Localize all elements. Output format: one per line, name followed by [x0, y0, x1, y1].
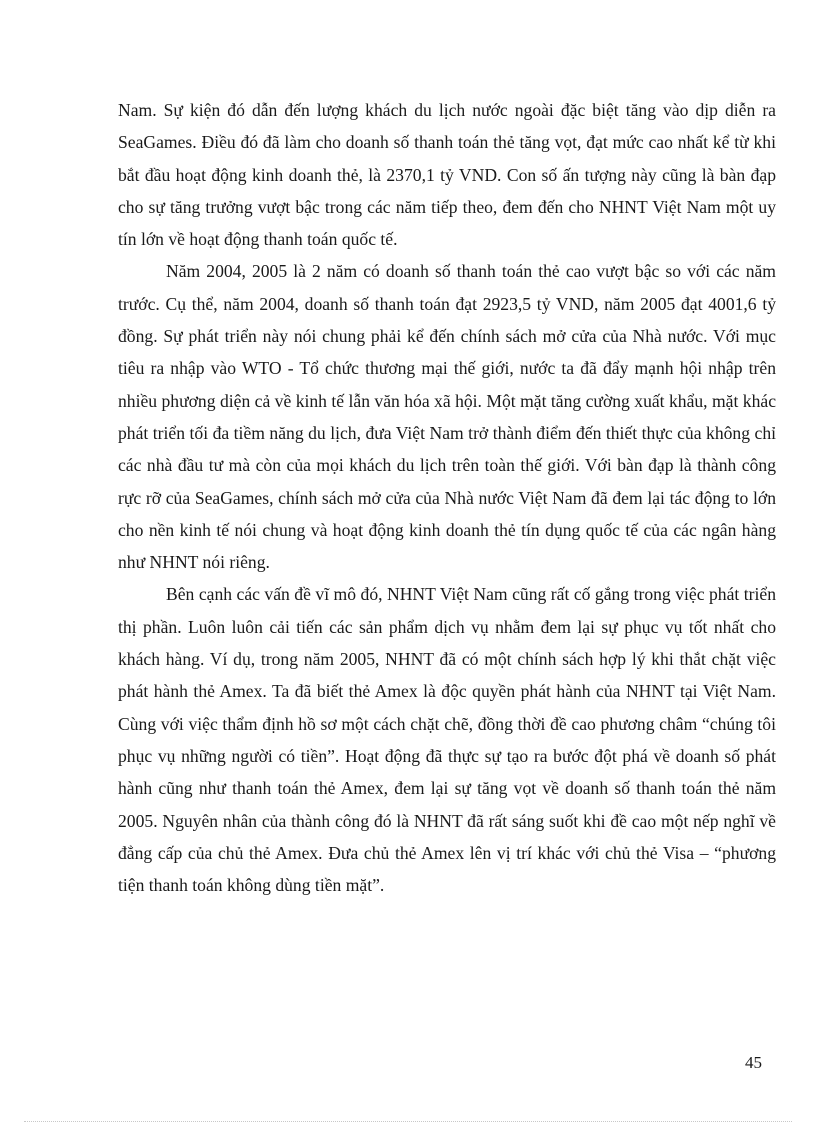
paragraph-continuation: Nam. Sự kiện đó dẫn đến lượng khách du lịch nước ngoài đặc biệt tăng vào dịp diễn ra SeaGames. Điều đó đã làm cho doanh số thanh toán thẻ tăng vọt, đạt mức cao nhất kể từ khi bắt đầu hoạt động kinh doanh thẻ, là 2370,1 tỷ VND. Con số ấn tượng này cũng là bàn đạp cho sự tăng trưởng vượt bậc trong các năm tiếp theo, đem đến cho NHNT Việt Nam một uy tín lớn về hoạt động thanh toán quốc tế.	[118, 100, 776, 250]
body-text	[118, 94, 776, 901]
page-bottom-divider	[24, 1121, 792, 1122]
paragraph-amex: Bên cạnh các vấn đề vĩ mô đó, NHNT Việt Nam cũng rất cố gắng trong việc phát triển thị phần. Luôn luôn cải tiến các sản phẩm dịch vụ nhằm đem lại sự phục vụ tốt nhất cho khách hàng. Ví dụ, trong năm 2005, NHNT đã có một chính sách hợp lý khi thắt chặt việc phát hành thẻ Amex. Ta đã biết thẻ Amex là độc quyền phát hành của NHNT tại Việt Nam. Cùng với việc thẩm định hồ sơ một cách chặt chẽ, đồng thời đề cao phương châm “chúng tôi phục vụ những người có tiền”. Hoạt động đã thực sự tạo ra bước đột phá về doanh số phát hành cũng như thanh toán thẻ Amex, đem lại sự tăng vọt về doanh số thanh toán thẻ năm 2005. Nguyên nhân của thành công đó là NHNT đã rất sáng suốt khi đề cao một nếp nghĩ về đẳng cấp của chủ thẻ Amex. Đưa chủ thẻ Amex lên vị trí khác với chủ thẻ Visa – “phương tiện thanh toán không dùng tiền mặt”.	[118, 584, 776, 896]
paragraph-2004-2005: Năm 2004, 2005 là 2 năm có doanh số thanh toán thẻ cao vượt bậc so với các năm trước. Cụ thể, năm 2004, doanh số thanh toán đạt 2923,5 tỷ VND, năm 2005 đạt 4001,6 tỷ đồng. Sự phát triển này nói chung phải kể đến chính sách mở cửa của Nhà nước. Với mục tiêu ra nhập vào WTO - Tổ chức thương mại thế giới, nước ta đã đẩy mạnh hội nhập trên nhiều phương diện cả về kinh tế lẫn văn hóa xã hội. Một mặt tăng cường xuất khẩu, mặt khác phát triển tối đa tiềm năng du lịch, đưa Việt Nam trở thành điểm đến thiết thực của không chỉ các nhà đầu tư mà còn của mọi khách du lịch trên toàn thế giới. Với bàn đạp là thành công rực rỡ của SeaGames, chính sách mở cửa của Nhà nước Việt Nam đã đem lại tác động to lớn cho nền kinh tế nói chung và hoạt động kinh doanh thẻ tín dụng quốc tế của các ngân hàng như NHNT nói riêng.	[118, 261, 776, 573]
page-number: 45	[745, 1053, 762, 1072]
